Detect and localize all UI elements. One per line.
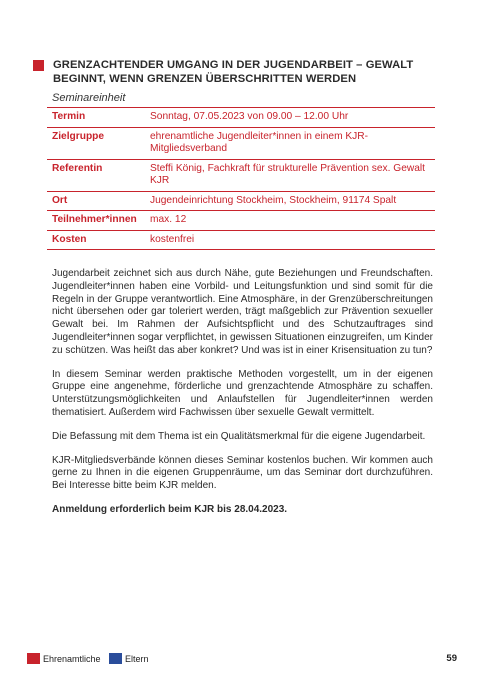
- legend-item-eltern: [109, 653, 149, 664]
- subtitle: Seminareinheit: [52, 92, 126, 104]
- facts-label: Teilnehmer*innen: [47, 211, 145, 231]
- facts-label: Termin: [47, 108, 145, 128]
- event-facts-table: [47, 107, 435, 250]
- registration-note: Anmeldung erforderlich beim KJR bis 28.04.2023.: [52, 503, 288, 515]
- footer: [27, 653, 457, 667]
- title-marker-square: [33, 60, 44, 71]
- facts-label: Ort: [47, 191, 145, 211]
- legend-label: Eltern: [125, 653, 149, 664]
- facts-row-referentin: [47, 159, 435, 191]
- facts-label: Kosten: [47, 230, 145, 250]
- paragraph: KJR-Mitgliedsverbände können dieses Seminar kostenlos buchen. Wir kommen auch gerne zu Ihnen in die eigenen Gruppenräume, um das Seminar dort durchzuführen. Bei Interesse bitte beim KJR melden.: [52, 454, 433, 492]
- page-number: 59: [446, 653, 457, 664]
- facts-row-ort: [47, 191, 435, 211]
- facts-value: Jugendeinrichtung Stockheim, Stockheim, 91174 Spalt: [145, 191, 435, 211]
- legend-item-ehrenamtliche: [27, 653, 101, 664]
- facts-row-teilnehmer: [47, 211, 435, 231]
- paragraph: Jugendarbeit zeichnet sich aus durch Nähe, gute Beziehungen und Freundschaften. Jugendleiter*innen haben eine Vorbild- und Leitungsfunktion und sind somit für die Regeln in der Gruppe verantwortlich. Eine Atmosphäre, in der Grenzüberschreitungen nicht übersehen oder gar toleriert werden, trägt maßgeblich zur Prävention sexueller Gewalt bei. Im Rahmen der Aufsichtspflicht und des Schutzauftrages sind Jugendleiter*innen sogar verpflichtet, in gewissen Situationen einzugreifen, um Kinder zu schützen. Was heißt das aber konkret? Und was ist in einer Krisensituation zu tun?: [52, 268, 433, 356]
- legend-swatch: [109, 653, 122, 664]
- facts-row-termin: [47, 108, 435, 128]
- facts-value: Sonntag, 07.05.2023 von 09.00 – 12.00 Uhr: [145, 108, 435, 128]
- title-block: [33, 58, 433, 86]
- facts-value: ehrenamtliche Jugendleiter*innen in einem KJR-Mitgliedsverband: [145, 127, 435, 159]
- facts-value: max. 12: [145, 211, 435, 231]
- paragraph: In diesem Seminar werden praktische Methoden vorgestellt, um in der eigenen Gruppe eine angenehme, förderliche und grenzachtende Atmosphäre zu schaffen. Unterstützungsmöglichkeiten und Anlaufstellen für Jugendleiter*innen werden thematisiert. Außerdem wird Fachwissen über sexuelle Gewalt vermittelt.: [52, 368, 433, 418]
- facts-row-kosten: [47, 230, 435, 250]
- facts-label: Zielgruppe: [47, 127, 145, 159]
- facts-value: Steffi König, Fachkraft für strukturelle Prävention sex. Gewalt KJR: [145, 159, 435, 191]
- description: [52, 268, 433, 528]
- facts-value: kostenfrei: [145, 230, 435, 250]
- paragraph: Die Befassung mit dem Thema ist ein Qualitätsmerkmal für die eigene Jugendarbeit.: [52, 430, 426, 442]
- facts-row-zielgruppe: [47, 127, 435, 159]
- facts-label: Referentin: [47, 159, 145, 191]
- legend-swatch: [27, 653, 40, 664]
- legend-label: Ehrenamtliche: [43, 653, 101, 664]
- page-title: GRENZACHTENDER UMGANG IN DER JUGENDARBEIT – GEWALT BEGINNT, WENN GRENZEN ÜBERSCHRITTEN WERDEN: [53, 59, 414, 85]
